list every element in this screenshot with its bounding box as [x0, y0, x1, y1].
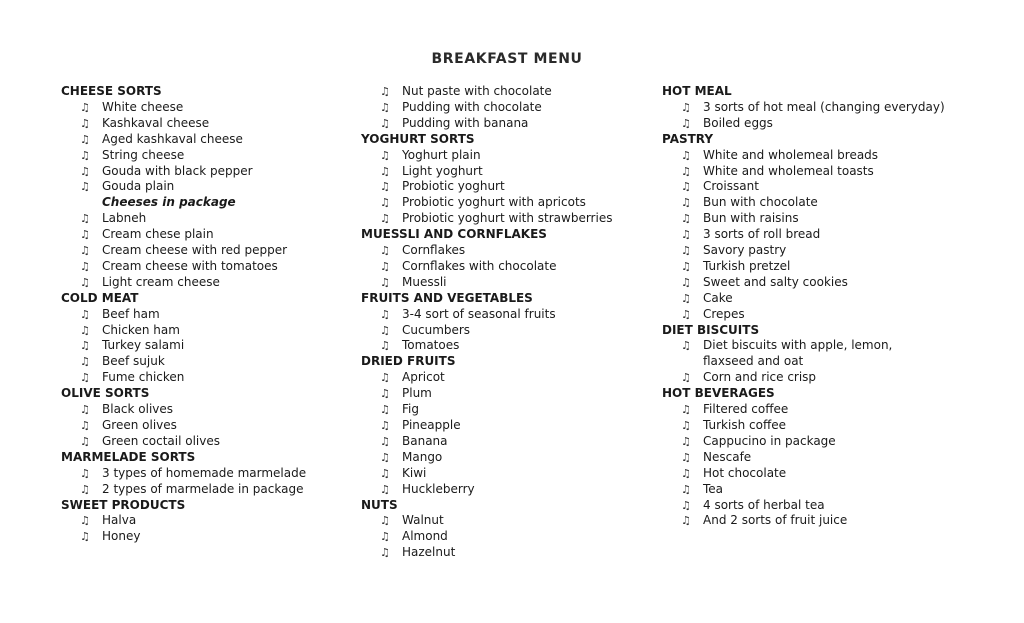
music-note-icon: ♫: [380, 546, 390, 560]
menu-item: ♫ 2 types of marmelade in package: [80, 481, 304, 496]
menu-item: ♫ Gouda plain: [80, 179, 175, 194]
menu-item: ♫ Turkish pretzel: [681, 258, 791, 273]
section-heading: HOT MEAL: [662, 84, 732, 98]
menu-item: ♫ 3 types of homemade marmelade: [80, 465, 307, 480]
menu-item: ♫ Cornflakes: [380, 243, 466, 258]
menu-item: ♫ Pudding with banana: [380, 115, 529, 130]
menu-item: ♫ Probiotic yoghurt with apricots: [380, 195, 586, 210]
music-note-icon: ♫: [681, 482, 691, 496]
menu-item: ♫ Green coctail olives: [80, 433, 220, 448]
menu-item: ♫ White cheese: [80, 99, 184, 114]
menu-item: ♫ White and wholemeal breads: [681, 147, 879, 162]
music-note-icon: ♫: [380, 244, 390, 258]
music-note-icon: ♫: [80, 466, 90, 480]
music-note-icon: ♫: [80, 307, 90, 321]
music-note-icon: ♫: [380, 164, 390, 178]
music-note-icon: ♫: [380, 418, 390, 432]
menu-item: ♫ Yoghurt plain: [380, 147, 481, 162]
music-note-icon: ♫: [681, 100, 691, 114]
section-heading: MARMELADE SORTS: [61, 449, 196, 464]
menu-item: ♫ Cream cheese with tomatoes: [80, 258, 278, 273]
music-note-icon: ♫: [681, 418, 691, 432]
menu-item: ♫ Pineapple: [380, 417, 461, 432]
section-heading: DRIED FRUITS: [361, 354, 456, 369]
menu-item: ♫ Turkey salami: [80, 338, 185, 353]
music-note-icon: ♫: [380, 148, 390, 162]
menu-item: ♫ Cream cheese with red pepper: [80, 243, 288, 258]
menu-item: ♫ String cheese: [80, 147, 185, 162]
section-heading: YOGHURT SORTS: [361, 131, 475, 146]
menu-item: ♫ Beef ham: [80, 306, 160, 321]
menu-item: ♫ Gouda with black pepper: [80, 163, 253, 178]
menu-item: ♫ Tea: [681, 481, 724, 496]
music-note-icon: ♫: [681, 228, 691, 242]
music-note-icon: ♫: [681, 244, 691, 258]
menu-item: ♫ Light cream cheese: [80, 274, 220, 289]
menu-item: ♫ Chicken ham: [80, 322, 180, 337]
menu-item: ♫ Cornflakes with chocolate: [380, 258, 557, 273]
music-note-icon: ♫: [681, 498, 691, 512]
music-note-icon: ♫: [80, 434, 90, 448]
music-note-icon: ♫: [80, 403, 90, 417]
music-note-icon: ♫: [380, 259, 390, 273]
music-note-icon: ♫: [380, 466, 390, 480]
menu-item: ♫ Beef sujuk: [80, 354, 165, 369]
music-note-icon: ♫: [80, 148, 90, 162]
music-note-icon: ♫: [80, 116, 90, 130]
music-note-icon: ♫: [380, 307, 390, 321]
music-note-icon: ♫: [380, 180, 390, 194]
music-note-icon: ♫: [380, 116, 390, 130]
menu-item: ♫ Plum: [380, 386, 432, 401]
section-heading: FRUITS AND VEGETABLES: [361, 290, 533, 305]
column-3: [662, 84, 962, 529]
menu-item: ♫ Turkish coffee: [681, 417, 786, 432]
menu-item: ♫ Probiotic yoghurt: [380, 179, 505, 194]
music-note-icon: ♫: [80, 228, 90, 242]
menu-item: ♫ Probiotic yoghurt with strawberries: [380, 211, 613, 226]
music-note-icon: ♫: [380, 196, 390, 210]
menu-item: ♫ Fig: [380, 402, 419, 417]
menu-item: ♫ Halva: [80, 513, 137, 528]
music-note-icon: ♫: [80, 371, 90, 385]
menu-item: ♫ 3 sorts of roll bread: [681, 227, 821, 242]
menu-item: ♫ Banana: [380, 433, 448, 448]
music-note-icon: ♫: [80, 212, 90, 226]
music-note-icon: ♫: [681, 514, 691, 528]
music-note-icon: ♫: [681, 466, 691, 480]
menu-item: ♫ Filtered coffee: [681, 402, 789, 417]
music-note-icon: ♫: [380, 85, 390, 98]
section-heading: MUESSLI AND CORNFLAKES: [361, 227, 547, 242]
menu-item: ♫ Almond: [380, 529, 448, 544]
music-note-icon: ♫: [681, 371, 691, 385]
menu-item: ♫ Honey: [80, 529, 141, 544]
music-note-icon: ♫: [681, 148, 691, 162]
menu-item: ♫ Cake: [681, 290, 733, 305]
music-note-icon: ♫: [380, 514, 390, 528]
section-heading: SWEET PRODUCTS: [61, 497, 186, 512]
music-note-icon: ♫: [80, 339, 90, 353]
menu-item: ♫ Cucumbers: [380, 322, 471, 337]
menu-item: ♫ Savory pastry: [681, 243, 787, 258]
menu-item: ♫ Cream chese plain: [80, 227, 214, 242]
section-heading: NUTS: [361, 497, 398, 512]
music-note-icon: ♫: [380, 403, 390, 417]
menu-item: ♫ Hazelnut: [380, 545, 456, 560]
music-note-icon: ♫: [681, 434, 691, 448]
music-note-icon: ♫: [80, 259, 90, 273]
menu-item: ♫ Pudding with chocolate: [380, 99, 542, 114]
menu-item: ♫ Mango: [380, 449, 443, 464]
menu-item: ♫ Croissant: [681, 179, 759, 194]
music-note-icon: ♫: [681, 212, 691, 226]
music-note-icon: ♫: [380, 387, 390, 401]
music-note-icon: ♫: [80, 275, 90, 289]
menu-item: ♫ Crepes: [681, 306, 745, 321]
menu-item: ♫ Muessli: [380, 274, 447, 289]
menu-item: ♫ Light yoghurt: [380, 163, 483, 178]
music-note-icon: ♫: [80, 355, 90, 369]
music-note-icon: ♫: [681, 164, 691, 178]
column-2: [361, 84, 651, 561]
menu-item: ♫ Aged kashkaval cheese: [80, 131, 243, 146]
section-heading: HOT BEVERAGES: [662, 386, 775, 401]
music-note-icon: ♫: [380, 482, 390, 496]
music-note-icon: ♫: [80, 100, 90, 114]
menu-item: ♫ 3-4 sort of seasonal fruits: [380, 306, 556, 321]
music-note-icon: ♫: [681, 275, 691, 289]
column-1: [61, 84, 351, 545]
music-note-icon: ♫: [681, 291, 691, 305]
menu-item: ♫ Kiwi: [380, 465, 427, 480]
menu-item: ♫ Bun with chocolate: [681, 195, 818, 210]
music-note-icon: ♫: [80, 530, 90, 544]
menu-item: ♫ And 2 sorts of fruit juice: [681, 513, 848, 528]
menu-item: ♫ 4 sorts of herbal tea: [681, 497, 825, 512]
music-note-icon: ♫: [380, 275, 390, 289]
section-heading: COLD MEAT: [61, 290, 139, 305]
menu-item: ♫ Black olives: [80, 402, 174, 417]
menu-item: ♫ Hot chocolate: [681, 465, 787, 480]
music-note-icon: ♫: [681, 180, 691, 194]
music-note-icon: ♫: [80, 514, 90, 528]
subheading: Cheeses in package: [102, 195, 236, 210]
section-heading: CHEESE SORTS: [61, 84, 162, 98]
music-note-icon: ♫: [80, 244, 90, 258]
menu-item: ♫ Kashkaval cheese: [80, 115, 210, 130]
music-note-icon: ♫: [380, 339, 390, 353]
menu-item: ♫ Corn and rice crisp: [681, 370, 817, 385]
music-note-icon: ♫: [380, 371, 390, 385]
music-note-icon: ♫: [681, 259, 691, 273]
menu-item: ♫ Apricot: [380, 370, 445, 385]
music-note-icon: ♫: [380, 323, 390, 337]
music-note-icon: ♫: [681, 450, 691, 464]
menu-item: ♫ Tomatoes: [380, 338, 460, 353]
music-note-icon: ♫: [681, 339, 691, 353]
section-heading: DIET BISCUITS: [662, 322, 760, 337]
music-note-icon: ♫: [681, 196, 691, 210]
music-note-icon: ♫: [80, 482, 90, 496]
menu-item: ♫ Sweet and salty cookies: [681, 274, 848, 289]
music-note-icon: ♫: [80, 418, 90, 432]
music-note-icon: ♫: [80, 164, 90, 178]
page-title: BREAKFAST MENU: [431, 51, 583, 67]
menu-item: ♫ Boiled eggs: [681, 115, 773, 130]
menu-item: ♫ Nescafe: [681, 449, 752, 464]
music-note-icon: ♫: [380, 212, 390, 226]
menu-item: ♫ Labneh: [80, 211, 147, 226]
menu-item: ♫ Green olives: [80, 417, 177, 432]
menu-item: ♫ 3 sorts of hot meal (changing everyday): [681, 99, 945, 114]
menu-item: ♫ Cappucino in package: [681, 433, 836, 448]
music-note-icon: ♫: [80, 323, 90, 337]
menu-item: ♫ Walnut: [380, 513, 444, 528]
menu-item: ♫ Nut paste with chocolate: [380, 84, 552, 98]
music-note-icon: ♫: [80, 132, 90, 146]
menu-item: ♫ Bun with raisins: [681, 211, 799, 226]
music-note-icon: ♫: [681, 116, 691, 130]
music-note-icon: ♫: [80, 180, 90, 194]
music-note-icon: ♫: [380, 434, 390, 448]
music-note-icon: ♫: [681, 403, 691, 417]
section-heading: OLIVE SORTS: [61, 386, 150, 401]
music-note-icon: ♫: [380, 450, 390, 464]
menu-item: ♫ Fume chicken: [80, 370, 185, 385]
section-heading: PASTRY: [662, 131, 714, 146]
music-note-icon: ♫: [380, 530, 390, 544]
music-note-icon: ♫: [380, 100, 390, 114]
music-note-icon: ♫: [681, 307, 691, 321]
menu-item: ♫ White and wholemeal toasts: [681, 163, 874, 178]
menu-item: ♫ Huckleberry: [380, 481, 475, 496]
menu-item: ♫ Diet biscuits with apple, lemon, flaxseed and oat: [681, 338, 893, 369]
